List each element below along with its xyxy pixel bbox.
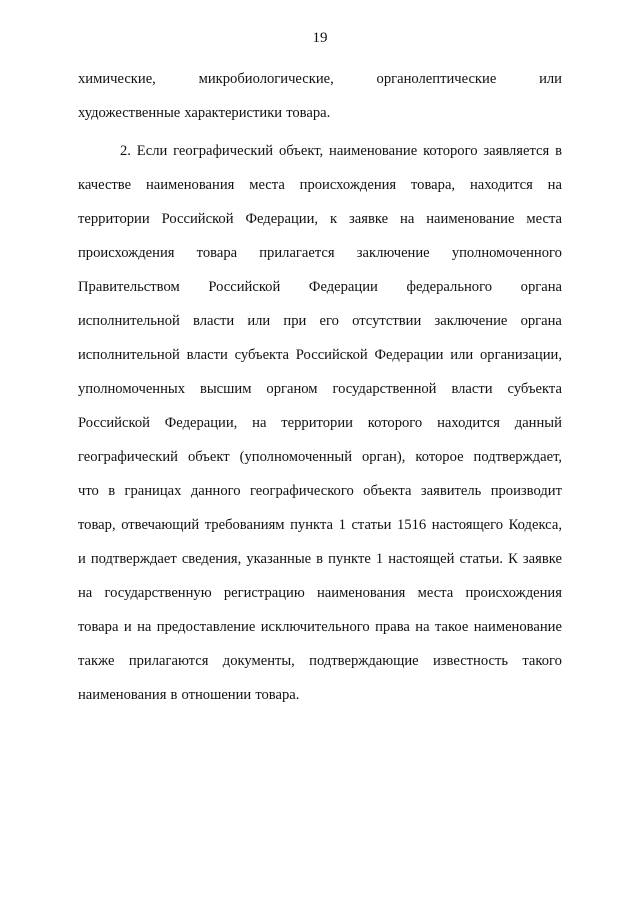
word: заявке bbox=[349, 211, 389, 227]
word: статьи bbox=[351, 517, 392, 533]
word: власти bbox=[193, 313, 235, 329]
word: товар, bbox=[78, 517, 116, 533]
word: такое bbox=[434, 619, 469, 635]
word: отвечающий bbox=[121, 517, 200, 533]
text-line bbox=[78, 270, 562, 304]
word: заключение bbox=[434, 313, 508, 329]
word: заявке bbox=[522, 551, 562, 567]
text-line bbox=[78, 134, 562, 168]
word: регистрацию bbox=[223, 585, 305, 601]
word: Федерации, bbox=[164, 415, 238, 431]
word: качестве bbox=[78, 177, 132, 193]
word: государственной bbox=[332, 381, 437, 397]
word: власти bbox=[451, 381, 493, 397]
word: находится bbox=[469, 177, 533, 193]
word: объекта bbox=[363, 483, 412, 499]
word: уполномоченных bbox=[78, 381, 186, 397]
word: заключение bbox=[356, 245, 430, 261]
word: наименование bbox=[473, 619, 562, 635]
word: Федерации bbox=[374, 347, 444, 363]
word: территории bbox=[78, 211, 150, 227]
word: пункта bbox=[290, 517, 333, 533]
text-line bbox=[78, 406, 562, 440]
word: орган), bbox=[361, 449, 406, 465]
word: (уполномоченный bbox=[239, 449, 352, 465]
word: на bbox=[547, 177, 562, 193]
word: Российской bbox=[78, 415, 150, 431]
word: на bbox=[415, 619, 430, 635]
word: наименования bbox=[78, 687, 167, 703]
word: исполнительной bbox=[78, 347, 180, 363]
word: в bbox=[316, 551, 324, 567]
word: которого bbox=[367, 415, 423, 431]
word: настоящей bbox=[388, 551, 455, 567]
text-line bbox=[78, 96, 562, 130]
word: происхождения bbox=[299, 177, 397, 193]
word: происхождения bbox=[78, 245, 175, 261]
word: субъекта bbox=[507, 381, 562, 397]
text-line bbox=[78, 576, 562, 610]
text-line bbox=[78, 440, 562, 474]
word: происхождения bbox=[465, 585, 562, 601]
word: 1 bbox=[375, 551, 384, 567]
word: на bbox=[400, 211, 415, 227]
word: прилагается bbox=[259, 245, 335, 261]
text-line bbox=[78, 474, 562, 508]
page-number: 19 bbox=[312, 30, 328, 46]
word: наименования bbox=[145, 177, 235, 193]
word: Если bbox=[136, 143, 168, 159]
word: места bbox=[249, 177, 285, 193]
word: пункте bbox=[328, 551, 371, 567]
word: товара bbox=[196, 245, 238, 261]
word: художественные bbox=[78, 105, 181, 121]
word: к bbox=[329, 211, 338, 227]
word: известность bbox=[432, 653, 509, 669]
word: или bbox=[450, 347, 474, 363]
word: объект, bbox=[278, 143, 324, 159]
word: прилагаются bbox=[128, 653, 209, 669]
word: данный bbox=[514, 415, 562, 431]
word: товара. bbox=[286, 105, 331, 121]
text-line bbox=[78, 678, 562, 712]
word: географический bbox=[78, 449, 178, 465]
word: 1516 bbox=[397, 517, 427, 533]
word: наименования bbox=[316, 585, 406, 601]
word: федерального bbox=[406, 279, 492, 295]
word: Федерации bbox=[308, 279, 378, 295]
word: статьи. bbox=[459, 551, 504, 567]
word: заявляется bbox=[483, 143, 550, 159]
word: Кодекса, bbox=[508, 517, 562, 533]
text-line bbox=[78, 372, 562, 406]
word: Российской bbox=[295, 347, 368, 363]
paragraph bbox=[78, 62, 562, 130]
word: уполномоченного bbox=[451, 245, 562, 261]
word: отношении bbox=[181, 687, 252, 703]
word: его bbox=[319, 313, 339, 329]
word: производит bbox=[490, 483, 562, 499]
word: органом bbox=[266, 381, 318, 397]
word: в bbox=[555, 143, 562, 159]
word: товара, bbox=[411, 177, 456, 193]
word: географического bbox=[249, 483, 354, 499]
word: отсутствии bbox=[352, 313, 422, 329]
word: высшим bbox=[199, 381, 252, 397]
word: также bbox=[78, 653, 115, 669]
word: органа bbox=[520, 279, 562, 295]
word: географический bbox=[173, 143, 274, 159]
word: данного bbox=[190, 483, 241, 499]
word: химические, bbox=[78, 71, 156, 87]
word: власти bbox=[186, 347, 228, 363]
text-line bbox=[78, 542, 562, 576]
word: государственную bbox=[104, 585, 212, 601]
word: что bbox=[78, 483, 99, 499]
word: места bbox=[417, 585, 454, 601]
word: и bbox=[78, 551, 86, 567]
word: на bbox=[252, 415, 267, 431]
word: наименование bbox=[329, 143, 418, 159]
word: товара. bbox=[255, 687, 300, 703]
document-body bbox=[78, 62, 562, 712]
word: которого bbox=[423, 143, 478, 159]
word: объект bbox=[187, 449, 230, 465]
word: находится bbox=[437, 415, 500, 431]
word: в bbox=[170, 687, 178, 703]
word: товара bbox=[78, 619, 119, 635]
word: микробиологические, bbox=[198, 71, 334, 87]
text-line bbox=[78, 168, 562, 202]
word: и bbox=[123, 619, 132, 635]
word: 1 bbox=[338, 517, 346, 533]
word: К bbox=[508, 551, 518, 567]
text-line bbox=[78, 338, 562, 372]
word: границах bbox=[124, 483, 182, 499]
word: подтверждающие bbox=[309, 653, 419, 669]
word: подтверждает bbox=[90, 551, 177, 567]
text-line bbox=[78, 644, 562, 678]
word: указанные bbox=[246, 551, 312, 567]
text-line bbox=[78, 202, 562, 236]
word: Правительством bbox=[78, 279, 180, 295]
word: органолептические bbox=[376, 71, 497, 87]
word: которое bbox=[415, 449, 464, 465]
word: на bbox=[137, 619, 152, 635]
word: характеристики bbox=[184, 105, 283, 121]
word: 2. bbox=[120, 143, 131, 159]
word: при bbox=[283, 313, 307, 329]
word: наименование bbox=[426, 211, 515, 227]
word: или bbox=[539, 71, 562, 87]
word: предоставление bbox=[156, 619, 256, 635]
word: на bbox=[78, 585, 93, 601]
text-line bbox=[78, 304, 562, 338]
word: требованиям bbox=[204, 517, 285, 533]
word: субъекта bbox=[234, 347, 289, 363]
word: места bbox=[526, 211, 562, 227]
word: права bbox=[375, 619, 410, 635]
word: заявитель bbox=[420, 483, 482, 499]
word: территории bbox=[281, 415, 353, 431]
word: Российской bbox=[161, 211, 234, 227]
text-line bbox=[78, 508, 562, 542]
word: в bbox=[108, 483, 116, 499]
word: исключительного bbox=[260, 619, 370, 635]
word: органа bbox=[520, 313, 562, 329]
word: подтверждает, bbox=[473, 449, 562, 465]
word: Федерации, bbox=[245, 211, 319, 227]
text-line bbox=[78, 610, 562, 644]
word: Российской bbox=[208, 279, 281, 295]
text-line bbox=[78, 62, 562, 96]
paragraph bbox=[78, 134, 562, 712]
word: настоящего bbox=[431, 517, 504, 533]
word: организации, bbox=[479, 347, 562, 363]
word: документы, bbox=[222, 653, 295, 669]
word: исполнительной bbox=[78, 313, 180, 329]
word: или bbox=[247, 313, 271, 329]
word: сведения, bbox=[181, 551, 242, 567]
text-line bbox=[78, 236, 562, 270]
word: такого bbox=[522, 653, 562, 669]
